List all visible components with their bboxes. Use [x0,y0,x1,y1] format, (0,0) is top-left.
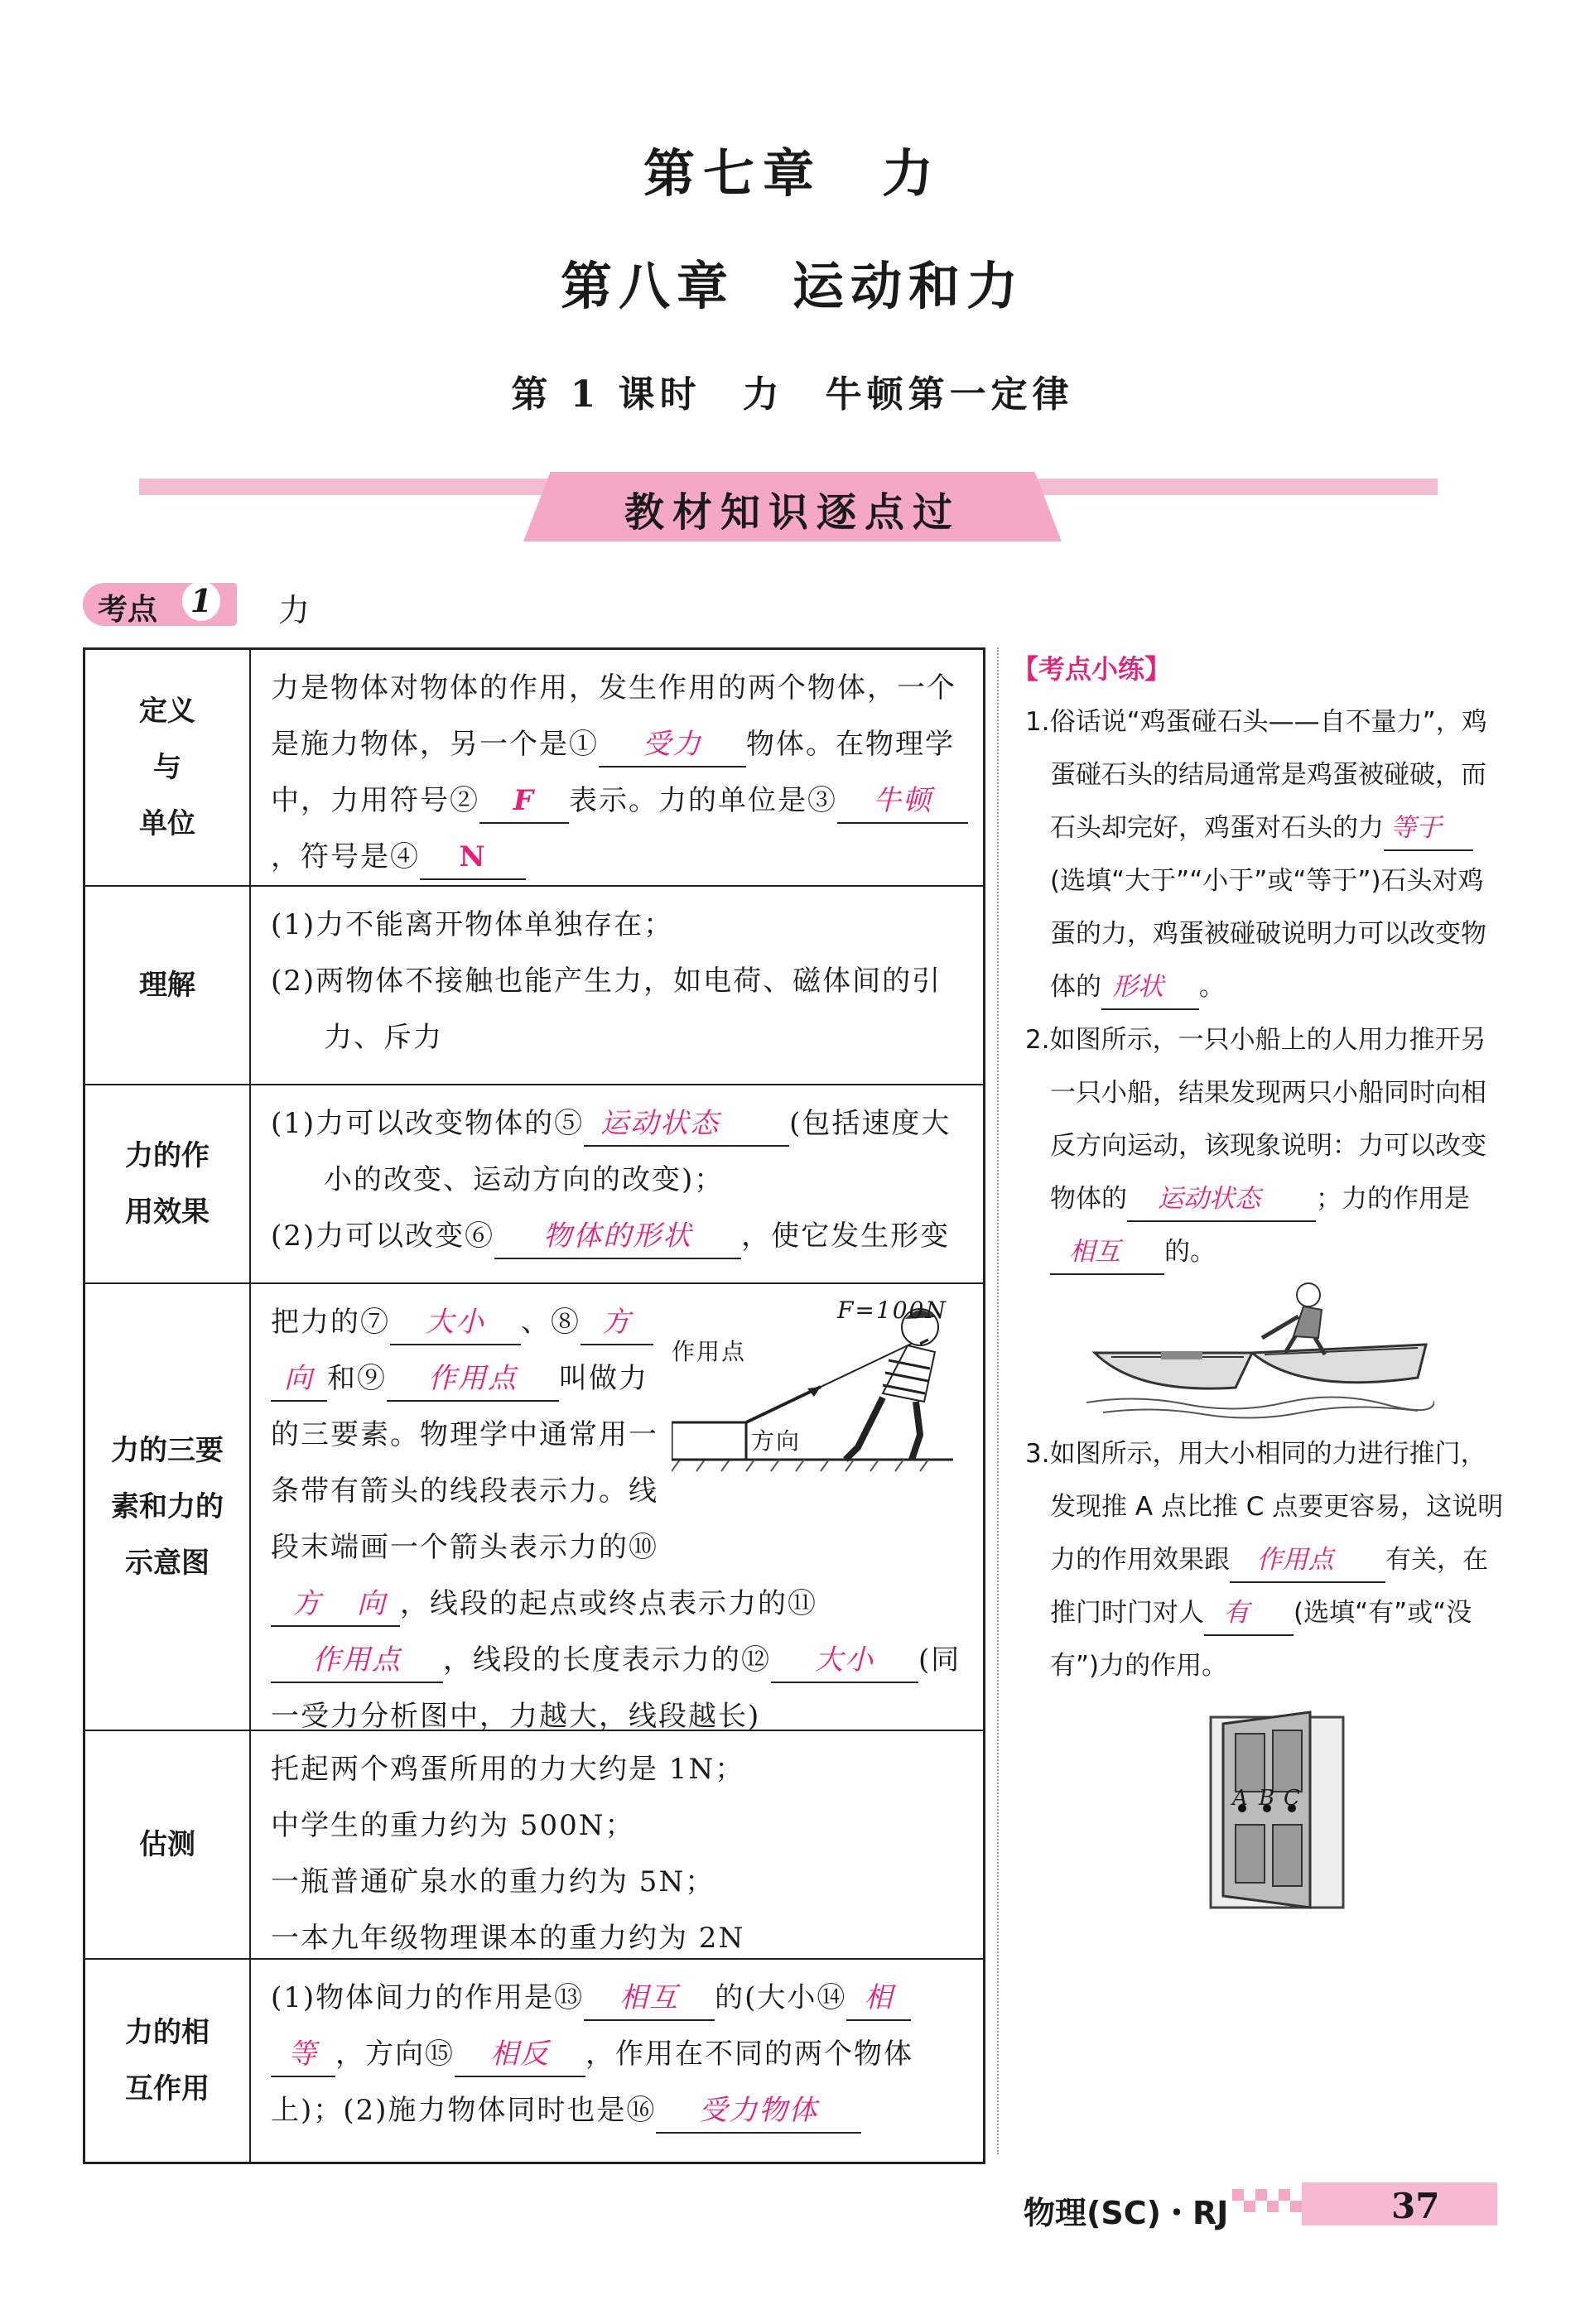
q1-answer-2: 形状 [1101,965,1199,1010]
text: 。 [1199,972,1225,1002]
q1-answer-1: 等于 [1384,806,1473,851]
exercise-panel [1012,642,1509,1916]
answer-10a: 方 [271,1582,344,1627]
text: 一瓶普通矿泉水的重力约为 5N； [271,1865,715,1898]
kaodian-label: 考点 [98,593,158,627]
footer-decoration [1232,2182,1497,2230]
table-row-mutual [85,1960,983,2162]
question-2 [1012,1013,1509,1278]
row-content-mutual [271,1970,970,2139]
answer-12: 大小 [771,1638,918,1683]
lesson-title: 第 1 课时 力 牛顿第一定律 [511,373,1074,416]
answer-10b: 向 [344,1582,400,1627]
text: 叫做力的三要素。物理学中通常用一条带有箭头的线段表示力。线段末端画一个箭头表示力的⑩ [271,1362,658,1564]
text: 一本九年级物理课本的重力约为 2N [271,1922,745,1955]
text: 、⑧ [521,1306,581,1339]
section-banner-text: 教材知识逐点过 [624,489,961,536]
door-label-b: B [1259,1786,1275,1811]
text: ，方向⑮ [335,2038,455,2071]
answer-14b: 等 [271,2033,335,2077]
text: (2)力可以改变⑥ [271,1220,495,1253]
text: ，线段的长度表示力的⑫ [443,1643,771,1677]
row-content-definition [271,660,970,885]
text: 把力的⑦ [271,1306,390,1339]
answer-2: F [479,779,569,824]
point-label: 作用点 [672,1338,747,1365]
q3-answer-2: 有 [1204,1591,1294,1636]
kaodian-title: 力 [278,592,311,628]
text: 力是物体对物体的作用，发生作用的两个物体，一个是施力物体，另一个是① [271,671,956,761]
text: ；力的作用是 [1316,1184,1470,1214]
text: ，线段的起点或终点表示力的⑪ [400,1587,817,1620]
answer-16: 受力物体 [656,2089,861,2134]
text: 的。 [1164,1237,1216,1267]
text: 的(大小⑭ [715,1981,847,2014]
table-row-understanding [85,887,983,1085]
row-label-effect: 力的作 用效果 [85,1085,251,1282]
page-number: 37 [1391,2186,1440,2226]
text: ，使它发生形变 [741,1220,951,1253]
chapter-subtitle: 第八章 运动和力 [560,256,1024,316]
table-row-estimate [85,1731,983,1960]
boats-figure [1012,1278,1509,1427]
text: (1)力不能离开物体单独存在； [271,908,674,941]
row-label-understanding: 理解 [85,887,251,1084]
text: (2)两物体不接触也能产生力，如电荷、磁体间的引力、斥力 [271,965,942,1054]
answer-7: 大小 [390,1301,521,1345]
q2-answer-2: 相互 [1050,1230,1164,1275]
text: 3.如图所示，用大小相同的力进行推门，发现推 A 点比推 C 点要更容易，这说明力的作用效果跟 [1025,1439,1504,1575]
answer-8a: 方 [581,1301,653,1345]
answer-11: 作用点 [271,1638,443,1683]
exercise-header: 【考点小练】 [1012,653,1172,685]
row-label-three-elements: 力的三要 素和力的 示意图 [85,1284,251,1730]
pulling-figure [672,1294,970,1534]
text: (包括速度大小的改变、运动方向的改变)； [324,1107,951,1196]
text: 中学生的重力约为 500N； [271,1809,635,1842]
table-row-three-elements [85,1284,983,1731]
table-row-definition [85,650,983,887]
text: 1.俗话说“鸡蛋碰石头——自不量力”，鸡蛋碰石头的结局通常是鸡蛋被碰破，而石头却完好，鸡蛋对石头的力 [1025,707,1487,843]
direction-label: 方向 [751,1427,802,1455]
text: ，作用在不同的两个物体上)；(2)施力物体同时也是⑯ [271,2038,913,2127]
answer-8b: 向 [271,1357,327,1402]
door-label-c: C [1284,1786,1300,1811]
question-3 [1012,1427,1509,1692]
row-label-estimate: 估测 [85,1731,251,1958]
text: (选填“有”或“没有”)力的作用。 [1050,1598,1472,1681]
text: (同一受力分析图中，力越大，线段越长) [271,1643,961,1733]
q3-answer-1: 作用点 [1230,1538,1385,1583]
door-figure [1012,1709,1509,1916]
text: 有关，在推门时门对人 [1050,1545,1488,1628]
text: 和⑨ [327,1362,387,1395]
door-label-a: A [1232,1786,1248,1811]
knowledge-table [83,647,985,2164]
row-content-estimate [271,1741,970,1966]
row-content-effect [271,1095,970,1264]
chapter-title: 第七章 力 [643,143,942,204]
row-content-understanding [271,897,970,1066]
answer-14a: 相 [846,1976,911,2021]
footer-subject: 物理(SC)・RJ [1024,2195,1229,2231]
text: (1)物体间力的作用是⑬ [271,1981,585,2014]
text: 托起两个鸡蛋所用的力大约是 1N； [271,1753,745,1786]
answer-1: 受力 [599,723,746,767]
question-1 [1012,695,1509,1013]
boats-illustration [1086,1278,1434,1419]
answer-9: 作用点 [387,1357,559,1402]
answer-5: 运动状态 [584,1102,789,1147]
text: 表示。力的单位是③ [569,784,837,817]
text: (1)力可以改变物体的⑤ [271,1107,585,1140]
row-label-definition: 定义 与 单位 [85,650,251,885]
row-content-three-elements [271,1294,970,1744]
answer-13: 相互 [584,1976,715,2021]
q2-answer-1: 运动状态 [1127,1177,1316,1222]
answer-4: N [420,835,526,880]
text: 2.如图所示，一只小船上的人用力推开另一只小船，结果发现两只小船同时向相反方向运动，该现象说明：力可以改变物体的 [1025,1025,1486,1214]
text: ，符号是④ [271,840,420,873]
text: (选填“大于”“小于”或“等于”)石头对鸡蛋的力，鸡蛋被碰破说明力可以改变物体的 [1050,866,1486,1002]
kaodian-number: 1 [182,581,220,621]
table-row-effect [85,1085,983,1284]
answer-3: 牛顿 [837,779,968,824]
boy-pulling-box-figure [672,1294,970,1534]
row-label-mutual: 力的相 互作用 [85,1960,251,2162]
answer-6: 物体的形状 [494,1215,741,1259]
text: 物体。在物理学中，力用符号② [271,728,955,817]
force-label: F=100N [837,1297,947,1324]
column-divider [997,647,999,2154]
answer-15: 相反 [455,2033,585,2077]
